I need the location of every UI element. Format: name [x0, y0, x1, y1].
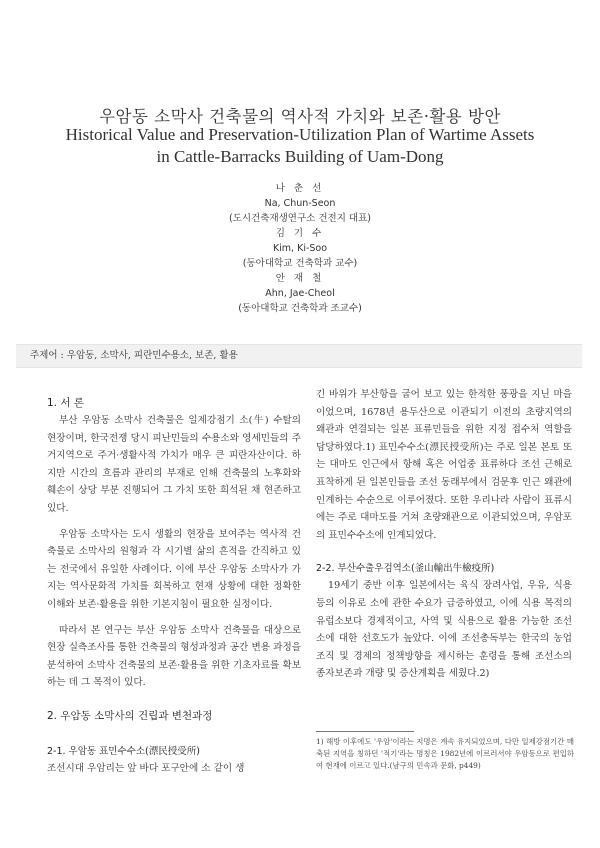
author-3-affiliation: (동아대학교 건축학과 조교수)	[238, 303, 362, 314]
author-1-affiliation: (도시건축재생연구소 건전지 대표)	[229, 213, 371, 224]
section-2-2-paragraph-1: 19세기 중반 이후 일본에서는 육식 장려사업, 우유, 식용 등의 이유로 소에 관한 수요가 급증하였고, 이에 식용 목적의 유럽소보다 경제적이고, 사역 및 식용으로 활용 가능한 조선소에 대한 선호도가 높았다. 이에 조선총독부는 한국의 농업조직 및 경제의 정책방향을 제시하는 훈령을 통해 조선소의 종자보존과 개량 및 증산계획을 세웠다.2)	[316, 580, 572, 680]
right-paragraph-1: 긴 바위가 부산항을 굽어 보고 있는 한적한 풍광을 지닌 마을이었으며, 1678년 용두산으로 이관되기 이전의 초량지역의 왜관과 연결되는 일본 표류민들을 위한 지정 접수처 역할을 담당하였다.1) 표민수수소(漂民授受所)는 주로 일본 본토 또는 대마도 인근에서 항해 혹은 어업중 표류하다 조선 근해로 표착하게 된 일본인들을 조선 동래부에서 검문후 인근 왜관에 인계하는 수순으로 이루어졌다. 또한 우리나라 사람이 표류시에는 주로 대마도를 거쳐 초량왜관으로 이관되었으며, 우암포의 표민수수소에 인계되었다.	[316, 389, 572, 541]
author-3-name-en: Ahn, Jae-Cheol	[265, 288, 335, 299]
section-2-2-heading: 2-2. 부산수출우검역소(釜山輸出牛檢疫所)	[316, 563, 495, 575]
footnote-1: 1) 해방 이후에도 '우암'이라는 지명은 계속 유지되었으며, 다만 일제강점기간 매축된 지역을 칭하던 '적기'라는 명칭은 1982년에 이르러서야 우암동으로 편입하여 현재에 이르고 있다.(남구의 민속과 문화, p449)	[316, 737, 574, 771]
title-korean: 우암동 소막사 건축물의 역사적 가치와 보존·활용 방안	[99, 107, 501, 126]
keywords-label: 주제어 :	[30, 350, 67, 361]
left-column	[47, 395, 301, 778]
section-1-heading: 1. 서 론	[47, 397, 84, 409]
author-2-name-ko: 김 기 수	[275, 228, 325, 239]
title-english	[0, 124, 600, 168]
author-block	[0, 181, 600, 316]
section-2-1-heading: 2-1. 우암동 표민수수소(漂民授受所)	[47, 745, 200, 757]
section-2-heading: 2. 우암동 소막사의 건립과 변천과정	[47, 709, 213, 722]
author-2-name-en: Kim, Ki-Soo	[272, 243, 328, 254]
author-3-name-ko: 안 재 철	[275, 273, 325, 284]
author-2-affiliation: (동아대학교 건축학과 교수)	[242, 258, 358, 269]
author-1-name-ko: 나 춘 선	[275, 183, 325, 194]
title-english-line-1: Historical Value and Preservation-Utilization Plan of Wartime Assets	[65, 125, 535, 144]
section-1-paragraph-3: 따라서 본 연구는 부산 우암동 소막사 건축물을 대상으로 현장 실측조사를 통한 건축물의 형성과정과 공간 변용 과정을 분석하여 소막사 건축물의 보존·활용을 위한 기초자료를 확보하는 데 그 목적이 있다.	[47, 624, 301, 689]
section-1-paragraph-2: 우암동 소막사는 도시 생활의 현장을 보여주는 역사적 건축물로 소막사의 원형과 각 시기별 삶의 흔적을 간직하고 있는 전국에서 유일한 사례이다. 이에 부산 우암동 소막사가 가지는 역사문화적 가치를 회복하고 현재 상황에 대한 정확한 이해와 보존·활용을 위한 기본지침이 필요한 실정이다.	[47, 528, 301, 610]
footnote-divider	[316, 731, 414, 732]
keywords-box	[16, 344, 582, 368]
keywords-text: 우암동, 소막사, 피란민수용소, 보존, 활용	[66, 350, 238, 361]
section-2-1-paragraph-1: 조선시대 우암리는 앞 바다 포구안에 소 같이 생	[47, 762, 245, 774]
right-column	[316, 386, 572, 683]
section-1-paragraph-1: 부산 우암동 소막사 건축물은 일제강점기 소(牛) 수탈의 현장이며, 한국전쟁 당시 피난민들의 수용소와 영세민들의 주거지역으로 주거·생활사적 가치가 매우 큰 피란자산이다. 하지만 시간의 흐름과 관리의 부재로 인해 건축물의 노후화와 훼손이 상당 부분 진행되어 그 가치 또한 희석된 채 현존하고 있다.	[47, 415, 301, 514]
author-1-name-en: Na, Chun-Seon	[264, 198, 336, 209]
title-english-line-2: in Cattle-Barracks Building of Uam-Dong	[156, 147, 444, 166]
